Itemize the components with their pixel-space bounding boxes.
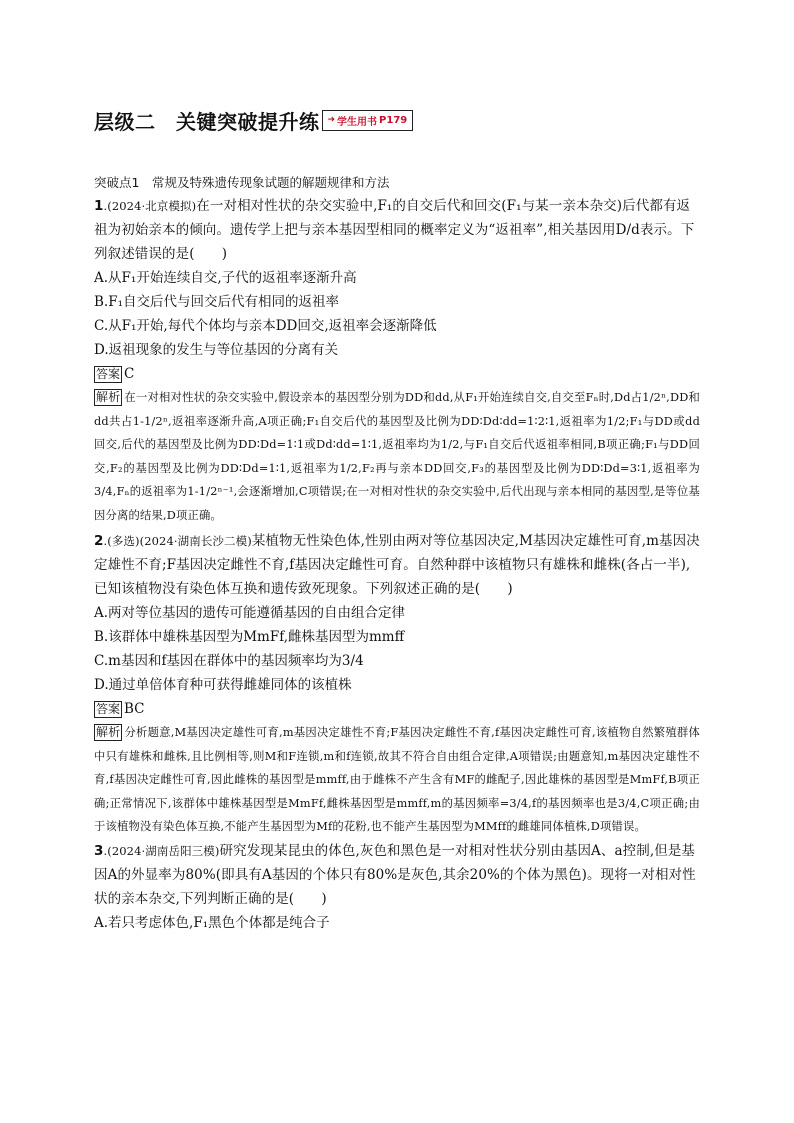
question-source: .(2024·北京模拟) — [103, 199, 197, 213]
reference-page: P179 — [379, 114, 408, 126]
explanation-text: 在一对相对性状的杂交实验中,假设亲本的基因型分别为DD和dd,从F₁开始连续自交,自交至Fₙ时,Dd占1/2ⁿ,DD和dd共占1-1/2ⁿ,返祖率逐渐升高,A项正确;F₁自交后代的基因型及比例为DD∶Dd∶dd=1∶2∶1,返祖率为1/2;F₁与DD或dd回交,后代的基因型及比例为DD∶Dd=1∶1或Dd∶dd=1∶1,返祖率均为1/2,与F₁自交后代返祖率相同,B项正确;F₁与DD回交,F₂的基因型及比例为DD∶Dd=1∶1,返祖率为1/2,F₂再与亲本DD回交,F₃的基因型及比例为DD∶Dd=3∶1,返祖率为3/4,Fₙ的返祖率为1-1/2ⁿ⁻¹,会逐渐增加,C项错误;在一对相对性状的杂交实验中,后代出现与亲本相同的基因型,是等位基因分离的结果,D项正确。 — [94, 391, 700, 522]
arrow-right-icon: ➜ — [327, 115, 336, 125]
question-text: 研究发现某昆虫的体色,灰色和黑色是一对相对性状分别由基因A、a控制,但是基因A的外显率为80%(即具有A基因的个体只有80%是灰色,其余20%的个体为黑色)。现将一对相对性状的亲本杂交,下列判断正确的是( ) — [94, 842, 696, 907]
question-2-option-a: A.两对等位基因的遗传可能遵循基因的自由组合定律 — [94, 605, 406, 621]
heading-title: 层级二 关键突破提升练 — [94, 109, 320, 134]
explanation-tag: 解析 — [96, 725, 121, 739]
question-1-option-d: D.返祖现象的发生与等位基因的分离有关 — [94, 342, 339, 358]
question-text: 某植物无性染色体,性别由两对等位基因决定,M基因决定雄性可育,m基因决定雄性不育;F基因决定雌性不育,f基因决定雌性可育。自然种群中该植物只有雄株和雌株(各占一半),已知该植物没有染色体互换和遗传致死现象。下列叙述正确的是( ) — [94, 533, 700, 597]
question-1-answer — [94, 362, 700, 386]
reference-label: 学生用书 — [337, 116, 378, 128]
question-2-explanation — [94, 721, 700, 839]
question-number: 2 — [94, 533, 104, 549]
page-heading — [94, 103, 413, 137]
answer-value: C — [124, 366, 135, 382]
question-3-stem — [94, 839, 700, 911]
question-2-answer — [94, 697, 700, 721]
question-1-option-a: A.从F₁开始连续自交,子代的返祖率逐渐升高 — [94, 270, 357, 286]
question-number: 3 — [94, 842, 104, 859]
worksheet-content — [94, 172, 700, 935]
answer-tag: 答案 — [96, 702, 121, 716]
question-source: .(多选)(2024·湖南长沙二模) — [103, 534, 252, 548]
question-1-stem — [94, 194, 700, 266]
question-3-option-a: A.若只考虑体色,F₁黑色个体都是纯合子 — [94, 914, 330, 931]
answer-tag: 答案 — [96, 367, 121, 381]
question-2-stem — [94, 529, 700, 601]
explanation-text: 分析题意,M基因决定雄性可育,m基因决定雄性不育;F基因决定雌性不育,f基因决定雌性可育,该植物自然繁殖群体中只有雄株和雌株,且比例相等,则M和F连锁,m和f连锁,故其不符合自由组合定律,A项错误;由题意知,m基因决定雄性不育,f基因决定雌性可育,因此雌株的基因型是mmff,由于雌株不产生含有MF的雌配子,因此雄株的基因型是MmFf,B项正确;正常情况下,该群体中雄株基因型是MmFf,雌株基因型是mmff,m的基因频率=3/4,f的基因频率也是3/4,C项正确;由于该植物没有染色体互换,不能产生基因型为Mf的花粉,也不能产生基因型为MMff的雌雄同体植株,D项错误。 — [94, 726, 700, 833]
question-text: 在一对相对性状的杂交实验中,F₁的自交后代和回交(F₁与某一亲本杂交)后代都有返祖为初始亲本的倾向。遗传学上把与亲本基因型相同的概率定义为“返祖率”,相关基因用D/d表示。下列叙述错误的是( ) — [94, 198, 695, 262]
explanation-tag: 解析 — [96, 390, 121, 404]
section-title: 突破点1 常规及特殊遗传现象试题的解题规律和方法 — [94, 175, 390, 190]
question-2-option-d: D.通过单倍体育种可获得雌雄同体的该植株 — [94, 677, 352, 693]
question-source: .(2024·湖南岳阳三模) — [103, 843, 220, 858]
question-1-option-c: C.从F₁开始,每代个体均与亲本DD回交,返祖率会逐渐降低 — [94, 318, 437, 334]
textbook-reference-link[interactable] — [322, 110, 414, 131]
answer-value: BC — [124, 701, 145, 717]
question-2-option-b: B.该群体中雄株基因型为MmFf,雌株基因型为mmff — [94, 629, 405, 645]
question-2-option-c: C.m基因和f基因在群体中的基因频率均为3/4 — [94, 653, 364, 669]
question-1-option-b: B.F₁自交后代与回交后代有相同的返祖率 — [94, 294, 339, 310]
question-number: 1 — [94, 198, 104, 214]
question-1-explanation — [94, 386, 700, 527]
